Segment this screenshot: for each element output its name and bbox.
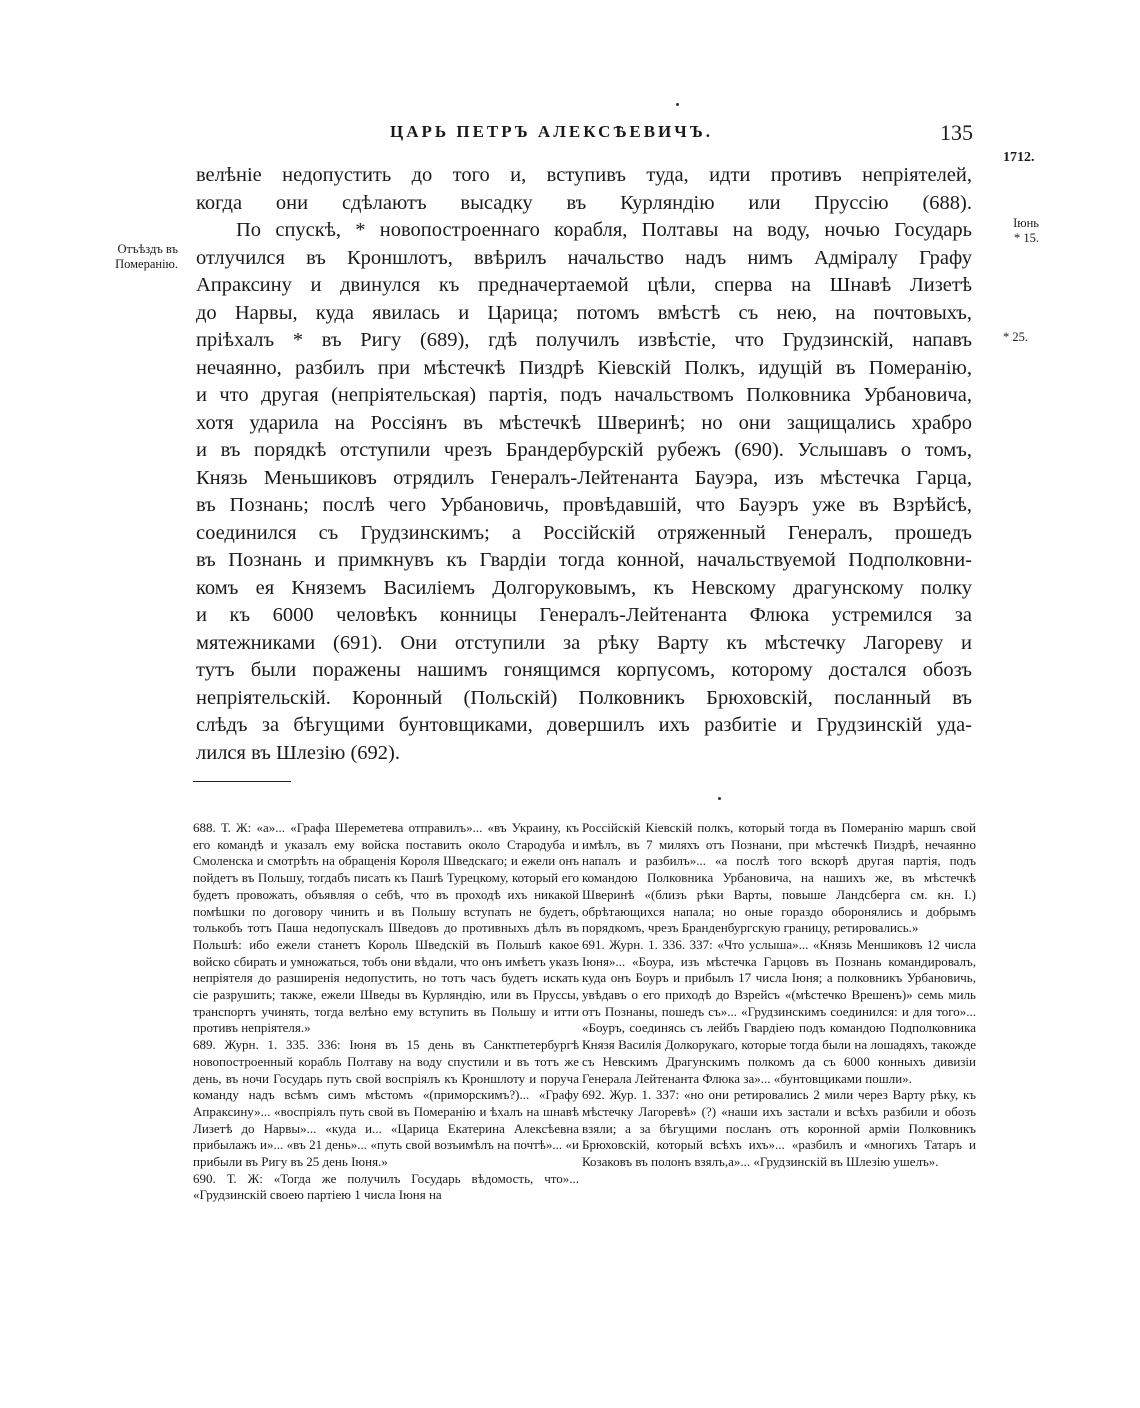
margin-day-15: * 15. bbox=[1014, 231, 1039, 245]
text-line: пріѣхалъ * въ Ригу (689), гдѣ получилъ извѣстіе, что Грудзинскій, напавъ bbox=[196, 329, 972, 351]
text-line: Апраксину и двинулся къ предначертаемой цѣли, сперва на Шнавѣ Лизетѣ bbox=[196, 274, 972, 296]
text-line: лился въ Шлезію (692). bbox=[196, 741, 400, 764]
footnote-separator bbox=[193, 781, 291, 782]
footnote-text: Журн. 1. 335. 336: Іюня въ 15 день въ Санктпетербургѣ новопостроенный корабль Полтаву на воду спустили и въ тотъ же день, въ ночи Государь путь свой воспріялъ къ Кроншлоту и поруча команду надъ всѣмъ симъ мѣстомъ «(приморскимъ?)... «Графу Апраксину»... «воспріялъ путь свой въ Померанію и ѣхалъ на шнавѣ Лизетѣ до Нарвы»... «куда и... «Царица Екатерина Алексѣевна прибылажъ и»... «въ 21 день»... «путь свой возъимѣлъ на почтѣ»... «и прибыли въ Ригу въ 25 день Іюня.» bbox=[193, 1037, 580, 1170]
footnote-691 bbox=[582, 937, 976, 1087]
text-line: и къ 6000 человѣкъ конницы Генералъ-Лейтенанта Флюка устремился за bbox=[196, 604, 972, 626]
footnote-number: 690. bbox=[193, 1170, 216, 1186]
text-line: до Нарвы, куда явилась и Царица; потомъ вмѣстѣ съ нею, на почтовыхъ, bbox=[196, 301, 972, 324]
running-title: ЦАРЬ ПЕТРЪ АЛЕКСѢЕВИЧЪ. bbox=[390, 122, 713, 141]
footnote-text: Россійскій Кіевскій полкъ, который тогда въ Померанію маршъ свой имѣлъ, въ 7 миляхъ отъ Познани, при мѣстечкѣ Пиздрѣ, нечаянно напалъ и разбилъ»... «а послѣ того вскорѣ другая партія, подъ командою Полковника Урбановича, на нашихъ же, въ мѣстечкѣ Шверинѣ «(близъ рѣки Варты, повыше Ландсберга см. кн. I.) обрѣтающихся напала; но оные гораздо оборонялись и добрымъ порядкомъ, чрезъ Бранденбургскую границу, ретировались.» bbox=[582, 820, 976, 936]
text-line: Князь Меньшиковъ отрядилъ Генералъ-Лейтенанта Бауэра, изъ мѣстечка Гарца, bbox=[196, 466, 972, 489]
footnote-690-continued bbox=[582, 820, 976, 937]
speck bbox=[718, 797, 721, 800]
footnote-text: Журн. 1. 336. 337: «Что услыша»... «Князь Меншиковъ 12 числа Іюня»... «Боура, изъ мѣстечка Гарцовъ въ Познань командировалъ, куда онъ Боуръ и прибылъ 17 числа Іюня; а полковникъ Урбановичь, увѣдавъ о его приходѣ до Взрейсъ «(мѣстечко Врешенъ)» семь миль отъ Познаны, пошедъ съ»... «Грудзинскимъ соединился: и для того»... «Боуръ, соединясь съ лейбъ Гвардіею подъ командою Подполковника Князя Василія Долкорукаго, которые тогда были на лошадяхъ, такожде съ Невскимъ Драгунскимъ полкомъ да съ 6000 конныхъ дивизіи Генерала Лейтенанта Флюка за»... «бунтовщиками пошли». bbox=[582, 936, 976, 1086]
footnote-690 bbox=[193, 1171, 579, 1204]
text-line: велѣніе недопустить до того и, вступивъ туда, идти противъ непріятелей, bbox=[196, 164, 972, 186]
text-line: комъ ея Княземъ Василіемъ Долгоруковымъ, къ Невскому драгунскому полку bbox=[196, 576, 972, 599]
footnote-688 bbox=[193, 820, 579, 1037]
margin-place-note: Отъѣздъ въ Померанію. bbox=[115, 242, 178, 271]
footnote-number: 688. bbox=[193, 820, 216, 835]
page-number: 135 bbox=[940, 120, 973, 145]
text-line: тутъ были поражены нашимъ гонящимся корпусомъ, которому достался обозъ bbox=[196, 659, 972, 681]
footnote-number: 691. bbox=[582, 936, 605, 952]
speck bbox=[676, 103, 679, 106]
text-line: въ Познань и примкнувъ къ Гвардіи тогда конной, начальствуемой Подполковни- bbox=[196, 549, 972, 571]
text-line: и что другая (непріятельская) партія, подъ начальствомъ Полковника Урбановича, bbox=[196, 384, 972, 406]
text-line: хотя ударила на Россіянъ въ мѣстечкѣ Шверинѣ; но они защищались храбро bbox=[196, 411, 972, 434]
text-line: въ Познань; послѣ чего Урбановичь, провѣдавшій, что Бауэръ уже въ Взрѣйсѣ, bbox=[196, 494, 972, 516]
text-line: По спускѣ, * новопостроеннаго корабля, Полтавы на воду, ночью Государь bbox=[236, 219, 972, 241]
footnote-text: Т. Ж: «Тогда же получилъ Государь вѣдомость, что»... «Грудзинскій своею партіею 1 числа Іюня на bbox=[193, 1170, 580, 1203]
footnote-text: Т. Ж: «а»... «Графа Шереметева отправилъ»... «въ Украину, къ его командѣ и указалъ ему войска поставить около Стародуба и Смоленска и смотрѣть на обращенія Короля Шведскаго; и ежели онъ пойдетъ въ Польшу, тогдабъ писать къ Пашѣ Турецкому, который его будетъ провожать, объявляя о себѣ, что въ проходѣ ихъ никакой помѣшки по договору чинить и въ Польшу вступать не будетъ, толькобъ тотъ Паша недопускалъ Шведовъ до противныхъ дѣлъ въ Польшѣ: ибо ежели станетъ Король Шведскій въ Польшѣ какое войско сбирать и умножаться, тобъ они вѣдали, что онъ имѣетъ указъ непріятеля до разширенія недопустить, но тотъ часъ будетъ искать сіе разрушить; также, ежели Шведы въ Курляндію, или въ Пруссы, транспортъ учинять, тогда велѣно ему вступить въ Польшу и итти противъ непріятеля.» bbox=[193, 820, 580, 1036]
footnotes-right-column bbox=[582, 820, 976, 1171]
text-line: отлучился въ Кроншлотъ, ввѣрилъ начальство надъ нимъ Адміралу Графу bbox=[196, 246, 972, 269]
text-line: мятежниками (691). Они отступили за рѣку Варту къ мѣстечку Лагореву и bbox=[196, 631, 972, 654]
footnote-text: Жур. 1. 337: «но они ретировались 2 мили через Варту рѣку, къ мѣстечку Лагоревѣ» (?) «наши ихъ застали и всѣхъ разбили и обозъ взяли; а за бѣгущими посланъ отъ коронной арміи Полковникъ Брюховскій, который всѣхъ ихъ»... «разбилъ и «многихъ Татаръ и Козаковъ въ полонъ взялъ,а»... «Грудзинскій въ Шлезію ушелъ». bbox=[582, 1087, 977, 1170]
main-text bbox=[196, 162, 972, 767]
text-line: и въ порядкѣ отступили чрезъ Брандербурскій рубежъ (690). Услышавъ о томъ, bbox=[196, 439, 972, 461]
margin-month: Іюнь bbox=[1013, 216, 1039, 230]
footnote-number: 692. bbox=[582, 1087, 605, 1103]
margin-year: 1712. bbox=[1003, 150, 1035, 165]
text-line: непріятельскій. Коронный (Польскій) Полковникъ Брюховскій, посланный въ bbox=[196, 686, 972, 709]
footnote-number: 689. bbox=[193, 1037, 216, 1053]
margin-date-june-15 bbox=[1003, 216, 1039, 246]
margin-day-25: * 25. bbox=[1003, 330, 1028, 344]
text-line: когда они сдѣлаютъ высадку въ Курляндію или Пруссію (688). bbox=[196, 191, 972, 214]
footnote-689 bbox=[193, 1037, 579, 1171]
text-line: соединился съ Грудзинскимъ; а Россійскій отряженный Генералъ, прошедъ bbox=[196, 521, 972, 544]
text-line: слѣдъ за бѣгущими бунтовщиками, довершилъ ихъ разбитіе и Грудзинскій уда- bbox=[196, 714, 972, 736]
footnote-692 bbox=[582, 1087, 976, 1171]
text-line: нечаянно, разбилъ при мѣстечкѣ Пиздрѣ Кіевскій Полкъ, идущій въ Померанію, bbox=[196, 356, 972, 379]
footnotes-left-column bbox=[193, 820, 579, 1204]
